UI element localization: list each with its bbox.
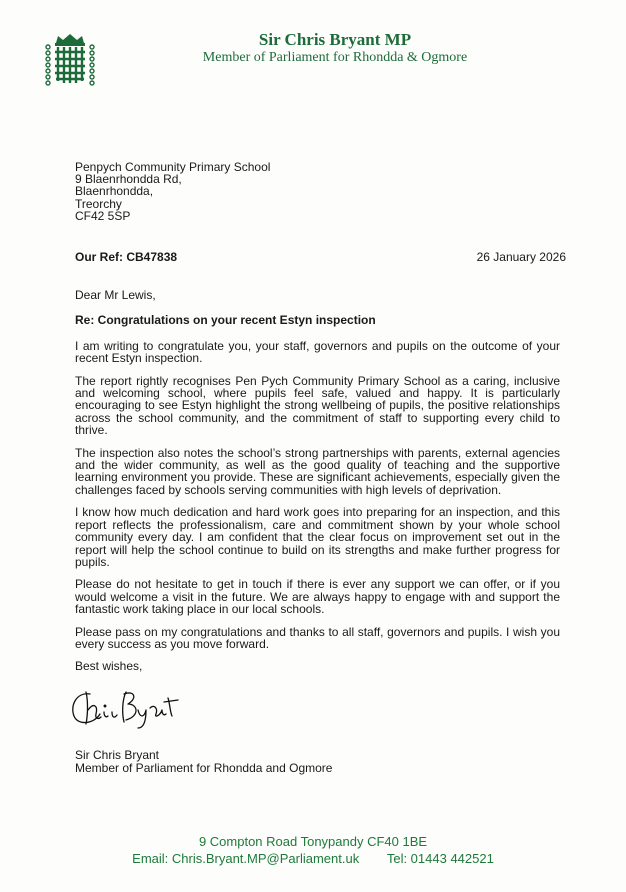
handwritten-signature — [68, 684, 188, 730]
footer-contacts — [0, 850, 626, 867]
signatory-title: Member of Parliament for Rhondda and Ogmore — [75, 761, 333, 775]
signatory-name: Sir Chris Bryant — [75, 748, 160, 762]
address-line: Blaenrhondda, — [75, 184, 154, 199]
recipient-address — [75, 161, 270, 222]
letter-body — [75, 289, 560, 683]
footer — [0, 833, 626, 867]
mp-name: Sir Chris Bryant MP — [258, 30, 412, 49]
footer-address: 9 Compton Road Tonypandy CF40 1BE — [198, 834, 428, 849]
paragraph: I know how much dedication and hard work goes into preparing for an inspection, and this report reflects the professionalism, care and commitment shown by your whole school community every day. I am confident that the clear focus on improvement set out in the report will help the school continue to build on its strengths and make further progress for pupils. — [75, 505, 560, 569]
mp-role: Member of Parliament for Rhondda & Ogmore — [202, 50, 468, 65]
address-line: Treorchy — [75, 196, 122, 211]
paragraph: I am writing to congratulate you, your staff, governors and pupils on the outcome of your recent Estyn inspection. — [75, 338, 560, 366]
footer-email[interactable]: Email: Chris.Bryant.MP@Parliament.uk — [132, 851, 360, 866]
subject-line: Re: Congratulations on your recent Estyn inspection — [75, 313, 376, 328]
address-line: 9 Blaenrhondda Rd, — [75, 172, 182, 187]
salutation: Dear Mr Lewis, — [75, 288, 156, 302]
letter-date: 26 January 2026 — [476, 250, 566, 264]
paragraph: The report rightly recognises Pen Pych Community Primary School as a caring, inclusive and welcoming school, where pupils feel safe, valued and happy. It is particularly encouraging to see Estyn highlight the strong wellbeing of pupils, the positive relationships across the school community, and the commitment of staff to supporting every child to thrive. — [75, 373, 560, 438]
paragraph: The inspection also notes the school’s strong partnerships with parents, external agencies and the wider community, as well as the good quality of teaching and the supportive learning environment you provide. These are significant achievements, especially given the challenges faced by schools serving communities with high levels of deprivation. — [75, 445, 560, 497]
reference-number: Our Ref: CB47838 — [75, 250, 178, 264]
closing: Best wishes, — [75, 659, 143, 674]
portcullis-icon — [44, 33, 96, 89]
letterhead — [140, 30, 530, 66]
signoff — [75, 749, 332, 775]
footer-phone[interactable]: Tel: 01443 442521 — [386, 851, 494, 866]
paragraph: Please do not hesitate to get in touch if there is ever any support we can offer, or if you would welcome a visit in the future. We are always happy to engage with and support the fantastic work taking place in our local schools. — [75, 577, 560, 617]
paragraph: Please pass on my congratulations and thanks to all staff, governors and pupils. I wish you every success as you move forward. — [75, 624, 560, 651]
address-line: CF42 5SP — [75, 208, 131, 223]
address-line: Penpych Community Primary School — [75, 160, 271, 174]
